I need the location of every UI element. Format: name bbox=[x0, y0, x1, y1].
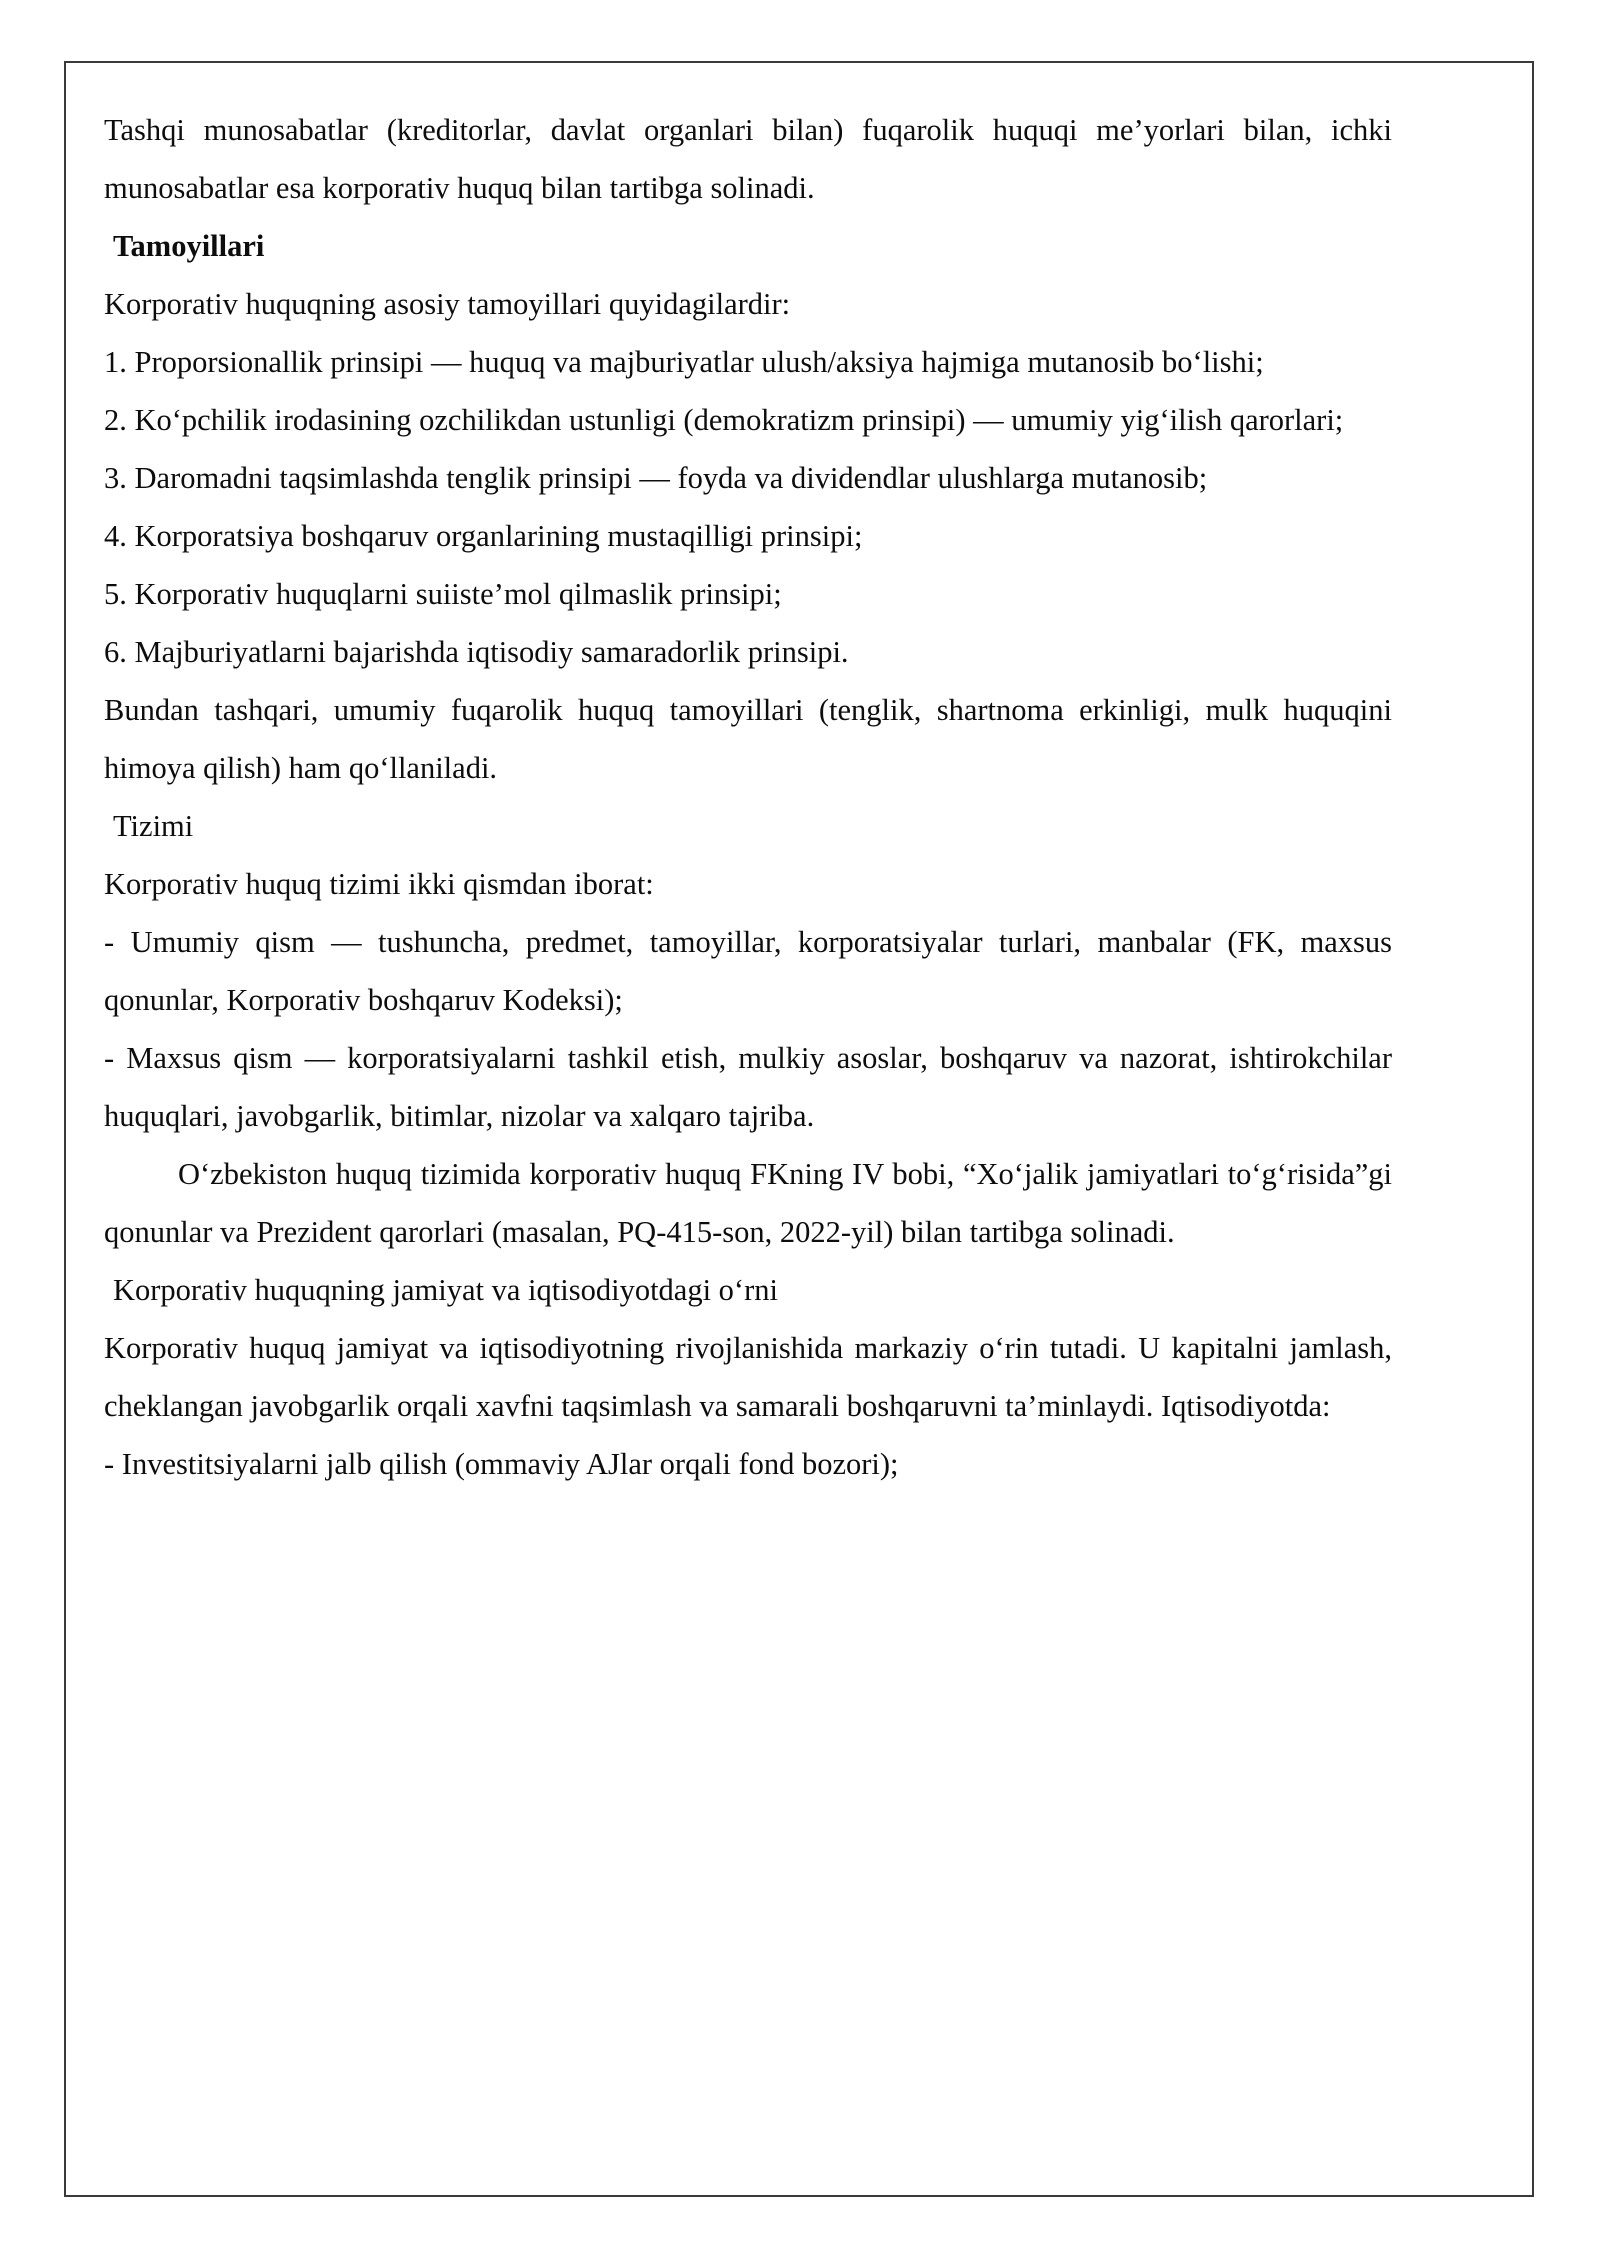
paragraph-general-principles: Bundan tashqari, umumiy fuqarolik huquq tamoyillari (tenglik, shartnoma erkinligi, mulk huquqini himoya qilish) ham qo‘llaniladi. bbox=[104, 693, 1392, 785]
heading-tizimi: Tizimi bbox=[113, 809, 194, 843]
list-item-umumiy-qism: - Umumiy qism — tushuncha, predmet, tamoyillar, korporatsiyalar turlari, manbalar (FK, maxsus qonunlar, Korporativ boshqaruv Kodeksi); bbox=[104, 925, 1392, 1017]
list-item-principle-4: 4. Korporatsiya boshqaruv organlarining mustaqilligi prinsipi; bbox=[104, 519, 863, 553]
list-item-maxsus-qism: - Maxsus qism — korporatsiyalarni tashkil etish, mulkiy asoslar, boshqaruv va nazorat, ishtirokchilar huquqlari, javobgarlik, bitimlar, nizolar va xalqaro tajriba. bbox=[104, 1041, 1392, 1133]
heading-tamoyillari: Tamoyillari bbox=[113, 229, 265, 263]
list-item-economy-1: - Investitsiyalarni jalb qilish (ommaviy AJlar orqali fond bozori); bbox=[104, 1447, 899, 1481]
paragraph-tamoyillar-lead: Korporativ huquqning asosiy tamoyillari quyidagilardir: bbox=[104, 287, 791, 321]
list-item-principle-6: 6. Majburiyatlarni bajarishda iqtisodiy samaradorlik prinsipi. bbox=[104, 635, 849, 669]
paragraph-tizim-lead: Korporativ huquq tizimi ikki qismdan iborat: bbox=[104, 867, 654, 901]
list-item-principle-1: 1. Proporsionallik prinsipi — huquq va majburiyatlar ulush/aksiya hajmiga mutanosib bo‘lishi; bbox=[104, 345, 1264, 379]
list-item-principle-2: 2. Ko‘pchilik irodasining ozchilikdan ustunligi (demokratizm prinsipi) — umumiy yig‘ilish qarorlari; bbox=[104, 403, 1344, 437]
paragraph-intro: Tashqi munosabatlar (kreditorlar, davlat organlari bilan) fuqarolik huquqi me’yorlari bilan, ichki munosabatlar esa korporativ huquq bilan tartibga solinadi. bbox=[104, 113, 1392, 205]
paragraph-uzbekistan: O‘zbekiston huquq tizimida korporativ huquq FKning IV bobi, “Xo‘jalik jamiyatlari to‘g‘risida”gi qonunlar va Prezident qarorlari (masalan, PQ-415-son, 2022-yil) bilan tartibga solinadi. bbox=[104, 1157, 1392, 1249]
heading-role-in-society: Korporativ huquqning jamiyat va iqtisodiyotdagi o‘rni bbox=[113, 1273, 778, 1307]
paragraph-role: Korporativ huquq jamiyat va iqtisodiyotning rivojlanishida markaziy o‘rin tutadi. U kapitalni jamlash, cheklangan javobgarlik orqali xavfni taqsimlash va samarali boshqaruvni ta’minlaydi. Iqtisodiyotda: bbox=[104, 1331, 1392, 1423]
document-body bbox=[104, 101, 1392, 1493]
list-item-principle-3: 3. Daromadni taqsimlashda tenglik prinsipi — foyda va dividendlar ulushlarga mutanosib; bbox=[104, 461, 1208, 495]
document-page bbox=[64, 61, 1534, 2197]
list-item-principle-5: 5. Korporativ huquqlarni suiiste’mol qilmaslik prinsipi; bbox=[104, 577, 782, 611]
